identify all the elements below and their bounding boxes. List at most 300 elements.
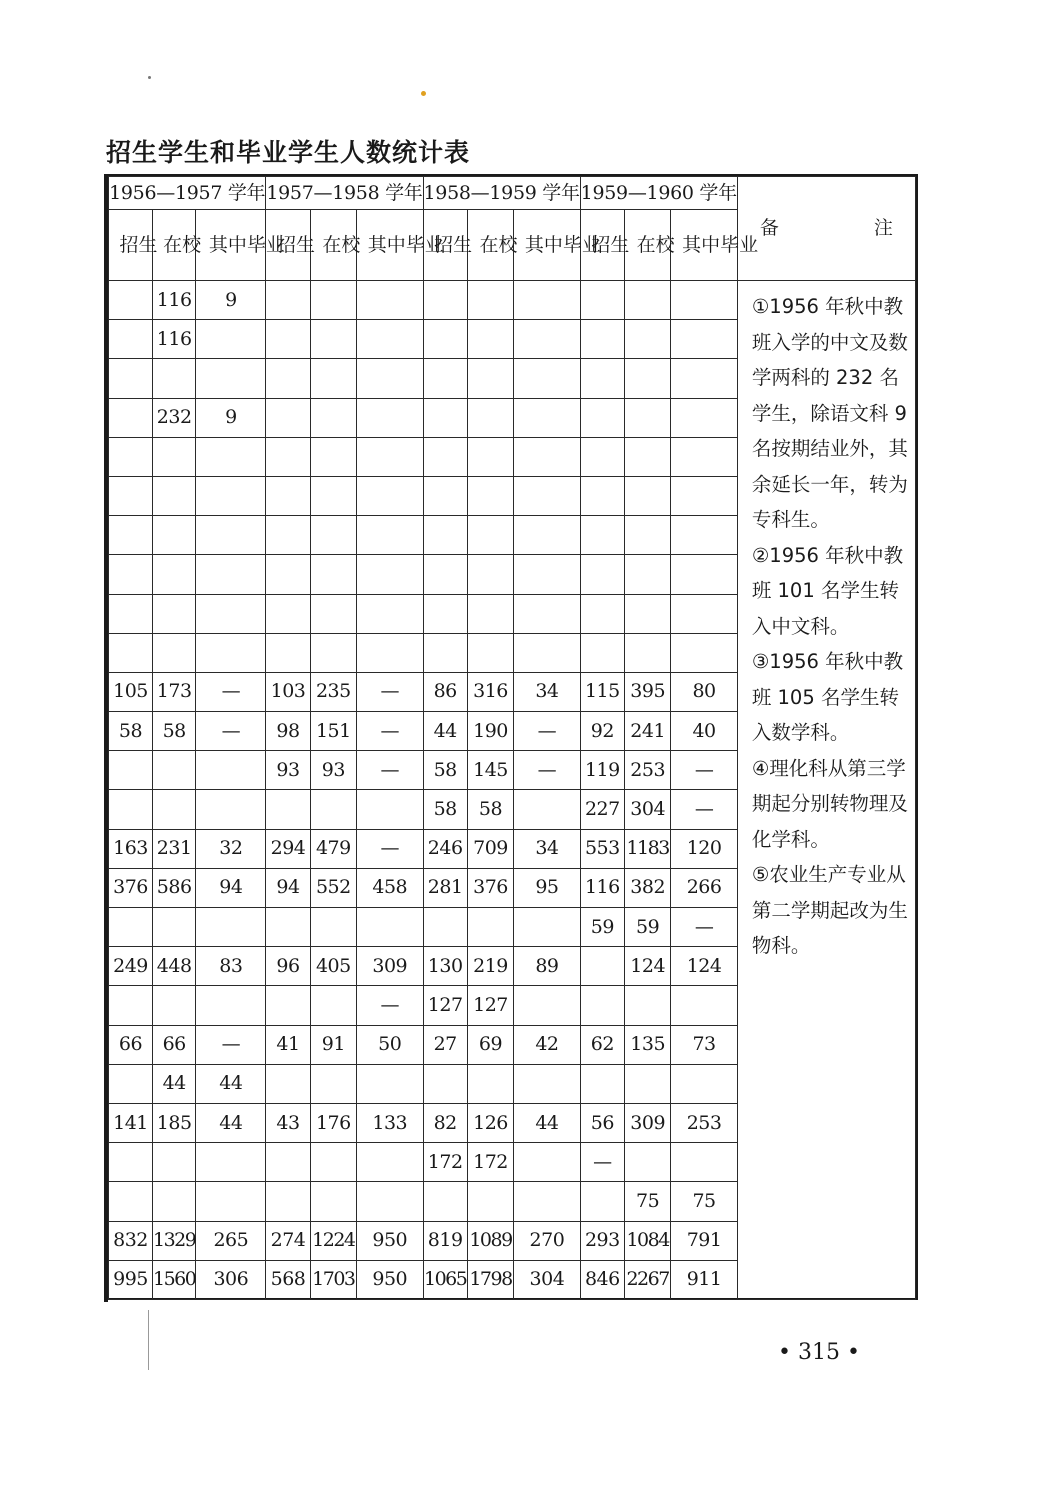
table-cell [310,790,356,829]
table-cell [580,437,624,476]
table-cell [266,594,310,633]
table-cell: 98 [266,712,310,751]
statistics-table [108,176,916,1300]
scan-speck [421,91,426,96]
table-cell [624,1064,670,1103]
table-cell: 44 [423,712,467,751]
table-cell [109,555,153,594]
table-cell: 172 [423,1143,467,1182]
table-cell: — [357,829,424,868]
table-cell [671,1143,738,1182]
table-cell: 58 [109,712,153,751]
table-cell [196,790,266,829]
table-cell [266,986,310,1025]
table-cell [310,986,356,1025]
table-cell [153,908,196,947]
table-cell: 94 [266,868,310,907]
table-cell: 124 [671,947,738,986]
table-cell [266,281,310,320]
table-cell: 294 [266,829,310,868]
table-cell [109,437,153,476]
note-item: ①1956 年秋中教班入学的中文及数学两科的 232 名学生，除语文科 9 名按期结业外，其余延长一年，转为专科生。 [751,295,908,531]
table-cell: — [196,1025,266,1064]
table-cell: 709 [467,829,513,868]
table-cell [357,516,424,555]
notes-block [752,289,912,964]
table-cell [671,1064,738,1103]
table-cell: 950 [357,1260,424,1299]
table-cell: 1089 [467,1221,513,1260]
table-cell [624,516,670,555]
table-cell: 293 [580,1221,624,1260]
table-cell: 120 [671,829,738,868]
note-item: ②1956 年秋中教班 101 名学生转入中文科。 [751,543,904,638]
table-cell [514,476,581,515]
table-cell [514,555,581,594]
table-cell [196,320,266,359]
table-cell [671,476,738,515]
table-cell [109,398,153,437]
table-cell: 58 [423,790,467,829]
table-cell: 253 [624,751,670,790]
table-cell [109,359,153,398]
table-cell: 185 [153,1103,196,1142]
table-cell [196,594,266,633]
column-header [357,210,444,281]
column-header-label: 其中毕业 [367,233,444,256]
table-cell [671,594,738,633]
table-cell: 163 [109,829,153,868]
table-cell [310,437,356,476]
table-cell [580,633,624,672]
table-cell: 103 [266,672,310,711]
table-cell [580,476,624,515]
table-cell: 62 [580,1025,624,1064]
table-cell [671,986,738,1025]
table-cell [467,908,513,947]
table-cell [624,398,670,437]
table-cell: 43 [266,1103,310,1142]
table-cell: 219 [467,947,513,986]
table-cell [467,594,513,633]
note-item: ④理化科从第三学期起分别转物理及化学科。 [751,756,908,851]
table-cell [423,555,467,594]
table-cell: 232 [153,398,196,437]
table-cell [266,476,310,515]
table-cell [467,1182,513,1221]
page-number: • 315 • [778,1340,860,1365]
table-cell [580,986,624,1025]
table-cell: 586 [153,868,196,907]
column-header-label: 招生 [591,233,630,256]
table-cell: 9 [196,398,266,437]
table-cell: 376 [109,868,153,907]
table-cell: 119 [580,751,624,790]
page-title: 招生学生和毕业学生人数统计表 [106,138,471,167]
table-cell [310,320,356,359]
table-cell: — [196,712,266,751]
table-cell [423,1182,467,1221]
table-cell [109,594,153,633]
table-cell: 50 [357,1025,424,1064]
table-cell: 1329 [153,1221,196,1260]
table-cell: 231 [153,829,196,868]
note-item: ③1956 年秋中教班 105 名学生转入数学科。 [751,650,904,744]
column-header-label: 其中毕业 [524,233,601,256]
table-cell [514,633,581,672]
table-cell: — [671,790,738,829]
table-cell: 1703 [310,1260,356,1299]
table-cell: 1183 [624,829,670,868]
year-header: 1959—1960 学年 [580,177,737,210]
table-cell [467,476,513,515]
table-cell [196,908,266,947]
table-cell: 75 [624,1182,670,1221]
table-cell [266,320,310,359]
table-cell [514,359,581,398]
table-cell: 382 [624,868,670,907]
table-cell [624,281,670,320]
table-cell [671,398,738,437]
table-cell: 69 [467,1025,513,1064]
table-cell [153,790,196,829]
table-cell [153,986,196,1025]
table-cell: 66 [109,1025,153,1064]
scan-scratch [148,1310,149,1370]
table-cell [153,1182,196,1221]
table-cell [196,1182,266,1221]
table-cell [423,281,467,320]
table-cell: 241 [624,712,670,751]
table-cell [624,1143,670,1182]
column-header [153,210,202,281]
table-cell [671,320,738,359]
table-cell [580,398,624,437]
table-cell: 116 [153,281,196,320]
table-cell: 306 [196,1260,266,1299]
table-cell [624,320,670,359]
table-cell [671,516,738,555]
table-cell: 235 [310,672,356,711]
column-header-label: 招生 [277,233,316,256]
year-header: 1956—1957 学年 [109,177,266,210]
table-cell [266,908,310,947]
table-cell [580,516,624,555]
table-cell: 94 [196,868,266,907]
notes-column [737,281,915,1300]
table-cell: 89 [514,947,581,986]
table-cell [671,633,738,672]
table-cell: 58 [423,751,467,790]
table-cell: 145 [467,751,513,790]
table-cell: 105 [109,672,153,711]
table-cell: 124 [624,947,670,986]
column-header-label: 在校 [163,233,202,256]
table-cell: 44 [514,1103,581,1142]
table-cell [310,359,356,398]
table-cell: 27 [423,1025,467,1064]
table-cell: 249 [109,947,153,986]
table-cell [153,594,196,633]
column-header [671,210,759,281]
table-cell [310,476,356,515]
column-header [624,210,675,281]
table-cell: 304 [624,790,670,829]
table-cell: 176 [310,1103,356,1142]
table-cell [153,1143,196,1182]
remarks-label: 注 [873,217,893,239]
table-cell [109,516,153,555]
table-cell [514,320,581,359]
table-cell: 553 [580,829,624,868]
table-cell [514,908,581,947]
table-cell [196,1143,266,1182]
table-cell: 41 [266,1025,310,1064]
table-cell [580,594,624,633]
table-cell [109,1064,153,1103]
table-cell [580,555,624,594]
table-cell: — [514,751,581,790]
table-cell: 32 [196,829,266,868]
table-cell: 56 [580,1103,624,1142]
table-row [109,281,916,320]
table-cell [266,633,310,672]
table-cell: — [671,908,738,947]
table-cell: 40 [671,712,738,751]
table-cell: 405 [310,947,356,986]
table-cell [467,359,513,398]
table-cell [423,1064,467,1103]
column-header [467,210,518,281]
table-cell [423,476,467,515]
table-cell [310,1143,356,1182]
table-cell: 91 [310,1025,356,1064]
column-header [196,210,285,281]
table-cell: 819 [423,1221,467,1260]
table-cell [196,751,266,790]
table-cell [624,594,670,633]
table-cell: 190 [467,712,513,751]
table-cell: 281 [423,868,467,907]
table-cell: 44 [196,1103,266,1142]
table-cell: 34 [514,829,581,868]
table-cell: 115 [580,672,624,711]
table-cell [310,633,356,672]
table-cell [196,476,266,515]
table-cell [266,359,310,398]
table-cell: 126 [467,1103,513,1142]
table-cell [109,908,153,947]
table-cell: — [357,751,424,790]
table-cell: 127 [423,986,467,1025]
table-cell [467,633,513,672]
column-header [310,210,361,281]
column-header-label: 招生 [119,233,158,256]
table-cell [109,281,153,320]
table-cell: 911 [671,1260,738,1299]
table-cell [266,516,310,555]
table-cell: 95 [514,868,581,907]
table-cell: 34 [514,672,581,711]
table-cell [423,398,467,437]
table-cell [467,555,513,594]
table-cell [624,633,670,672]
table-cell: 93 [310,751,356,790]
table-cell: 80 [671,672,738,711]
table-cell: 83 [196,947,266,986]
table-cell [514,1182,581,1221]
table-cell: 9 [196,281,266,320]
table-cell [671,359,738,398]
table-cell [266,437,310,476]
table-cell [196,986,266,1025]
table-cell [423,633,467,672]
table-cell [109,751,153,790]
table-cell [357,555,424,594]
table-cell: 151 [310,712,356,751]
table-cell: 58 [153,712,196,751]
table-cell [580,281,624,320]
table-cell [196,516,266,555]
table-cell: — [580,1143,624,1182]
table-cell: 266 [671,868,738,907]
table-cell: 479 [310,829,356,868]
table-cell [514,281,581,320]
table-cell: — [357,672,424,711]
table-cell: 846 [580,1260,624,1299]
table-cell [357,437,424,476]
table-cell: 116 [153,320,196,359]
table-cell [514,1064,581,1103]
table-cell: 116 [580,868,624,907]
table-cell [310,908,356,947]
table-cell [196,359,266,398]
table-cell [467,1064,513,1103]
column-header-label: 其中毕业 [208,233,285,256]
table-cell: 1224 [310,1221,356,1260]
table-cell: 172 [467,1143,513,1182]
table-cell: 458 [357,868,424,907]
table-cell [357,1064,424,1103]
table-cell [671,281,738,320]
table-cell [580,359,624,398]
column-header [109,210,158,281]
table-cell [624,476,670,515]
table-cell: 133 [357,1103,424,1142]
table-cell [671,437,738,476]
table-cell: 93 [266,751,310,790]
table-cell [153,751,196,790]
table-cell: 395 [624,672,670,711]
table-cell [514,437,581,476]
table-cell [357,908,424,947]
table-cell [153,516,196,555]
table-cell: — [514,712,581,751]
table-cell: 265 [196,1221,266,1260]
table-cell [423,437,467,476]
table-cell [357,281,424,320]
column-header [514,210,601,281]
table-cell [109,320,153,359]
table-cell: 44 [153,1064,196,1103]
year-header: 1958—1959 学年 [423,177,580,210]
table-cell [357,320,424,359]
table-cell [357,1182,424,1221]
table-cell: 130 [423,947,467,986]
table-cell [109,633,153,672]
table-cell: 1560 [153,1260,196,1299]
table-cell [514,594,581,633]
table-cell [153,437,196,476]
remarks-header [737,177,915,281]
table-cell [266,398,310,437]
table-cell [624,986,670,1025]
table-cell [624,555,670,594]
table-cell: 66 [153,1025,196,1064]
table-cell: 568 [266,1260,310,1299]
table-cell [310,516,356,555]
column-header-label: 在校 [636,233,675,256]
table-cell: 304 [514,1260,581,1299]
column-header-label: 招生 [434,233,473,256]
table-cell [671,555,738,594]
table-cell [580,1064,624,1103]
table-cell [357,476,424,515]
table-cell [310,398,356,437]
table-cell [196,437,266,476]
table-cell: 950 [357,1221,424,1260]
table-cell [196,555,266,594]
table-cell: 246 [423,829,467,868]
table-cell [109,476,153,515]
table-cell [153,633,196,672]
table-cell [357,1143,424,1182]
scan-speck [148,76,151,79]
table-cell: 832 [109,1221,153,1260]
table-cell: 92 [580,712,624,751]
table-cell: 2267 [624,1260,670,1299]
table-cell [514,986,581,1025]
table-cell: 135 [624,1025,670,1064]
table-cell [357,790,424,829]
table-cell [514,516,581,555]
table-cell: 376 [467,868,513,907]
table-cell [266,1143,310,1182]
table-cell [423,320,467,359]
table-cell: — [357,712,424,751]
table-cell: 791 [671,1221,738,1260]
table-cell: 44 [196,1064,266,1103]
table-cell [357,594,424,633]
table-cell: 86 [423,672,467,711]
table-cell [580,947,624,986]
table-cell [310,1064,356,1103]
table-cell: 42 [514,1025,581,1064]
table-cell [514,1143,581,1182]
table-cell [467,281,513,320]
column-header-label: 其中毕业 [682,233,759,256]
table-cell: 96 [266,947,310,986]
table-cell: 309 [624,1103,670,1142]
table-cell [310,555,356,594]
table-cell: 73 [671,1025,738,1064]
table-cell: — [671,751,738,790]
table-cell [153,555,196,594]
table-cell: 1798 [467,1260,513,1299]
table-cell [310,594,356,633]
table-cell: 173 [153,672,196,711]
table-cell [153,359,196,398]
